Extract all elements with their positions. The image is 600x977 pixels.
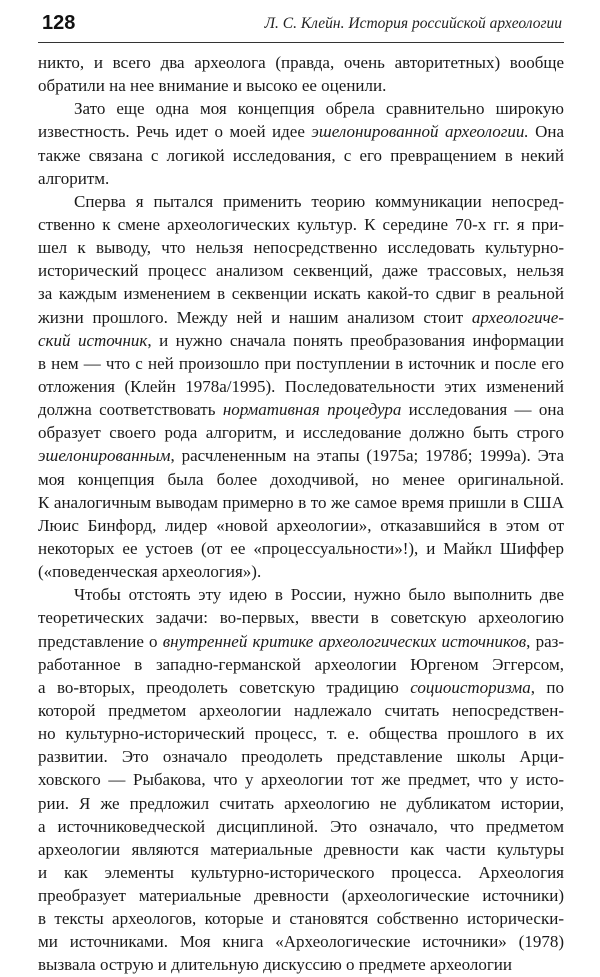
text-line <box>38 444 564 467</box>
text-line: теоретических задачи: во-первых, ввести в советскую археологию <box>38 608 564 628</box>
text-line: работанное в западно-германской археологии Юргеном Эггерсом, <box>38 654 564 674</box>
page-number: 128 <box>42 12 76 34</box>
text-line: развитии. Это означало преодолеть представление школы Арци- <box>38 747 564 767</box>
text-line: обратили на нее внимание и высоко ее оценили. <box>38 76 387 96</box>
text-line: отложения (Клейн 1978а/1995). Последовательности этих изменений <box>38 376 564 396</box>
text-line <box>38 120 564 143</box>
italic-term: ский источник <box>38 330 148 350</box>
text-line: археологии являются материальные древности как части культуры <box>38 839 564 859</box>
text-line: шел к выводу, что нельзя непосредственно исследовать культурно- <box>38 238 564 258</box>
paragraph-communication-theory <box>38 190 564 583</box>
text-line <box>38 630 564 653</box>
text-line: ховского — Рыбакова, что у археологии тот же предмет, что у исто- <box>38 770 564 790</box>
italic-term: социоисторизма <box>410 677 531 697</box>
text-segment: Она <box>528 122 564 142</box>
text-line: ственно к смене археологических культур. К середине 70-х гг. я при- <box>38 214 564 234</box>
text-segment: должна соответствовать <box>38 400 223 420</box>
text-segment: , и нужно сначала понять преобразования информации <box>147 330 564 350</box>
book-page <box>38 0 564 975</box>
text-segment: а во-вторых, преодолеть советскую традицию <box>38 677 411 697</box>
text-line: и как элементы культурно-исторического процесса. Археология <box>38 862 564 882</box>
text-line: К аналогичным выводам примерно в то же самое время пришли в США <box>38 492 564 512</box>
running-head: Л. С. Клейн. История российской археологии <box>264 15 562 32</box>
italic-term: археологиче- <box>471 307 564 327</box>
text-segment: исследования — она <box>401 400 564 420</box>
text-line <box>38 676 564 699</box>
text-line: моя концепция была более доходчивой, но менее оригинальной. <box>38 469 564 489</box>
text-line: образует своего рода алгоритм, и исследование должно быть строго <box>38 423 564 443</box>
text-line: в нем — что с ней произошло при поступлении в источник и после его <box>38 353 564 373</box>
text-line: также связана с логикой исследования, с его превращением в некий <box>38 145 564 165</box>
header-rule <box>38 42 564 43</box>
text-line <box>38 306 564 329</box>
text-line: рии. Я же предложил считать археологию не дубликатом истории, <box>38 793 564 813</box>
paragraph-echeloned-archaeology <box>38 97 564 190</box>
text-line: Чтобы отстоять эту идею в России, нужно было выполнить две <box>74 585 564 605</box>
paragraph-continuation <box>38 51 564 97</box>
text-segment: , по <box>530 677 564 697</box>
italic-term: эшелонированной археологии. <box>311 122 529 142</box>
body-text <box>38 51 564 977</box>
italic-term: внутренней критике археологических источников <box>162 631 527 651</box>
text-line: вызвала острую и длительную дискуссию о предмете археологии <box>38 955 512 975</box>
text-line: в тексты археологов, которые и становятся собственно исторически- <box>38 909 564 929</box>
text-line: никто, и всего два археолога (правда, очень авторитетных) вообще <box>38 53 564 72</box>
text-line: но культурно-исторический процесс, т. е. общества прошлого в их <box>38 724 564 744</box>
text-line: ми источниками. Моя книга «Археологические источники» (1978) <box>38 932 564 952</box>
italic-term: нормативная процедура <box>222 400 402 420</box>
text-line <box>38 329 564 352</box>
text-line: исторический процесс анализом секвенций, даже трассовых, нельзя <box>38 261 564 281</box>
text-segment: представление о <box>38 631 163 651</box>
text-segment: , раз- <box>526 631 564 651</box>
text-segment: известность. Речь идет о моей идее <box>38 122 312 142</box>
text-line: Сперва я пытался применить теорию коммуникации непосред- <box>74 191 564 211</box>
text-line: за каждым изменением в секвенции искать какой-то сдвиг в реальной <box>38 284 564 304</box>
page-header <box>38 0 564 44</box>
text-line <box>38 398 564 421</box>
text-line: а источниковедческой дисциплиной. Это означало, что предметом <box>38 816 564 836</box>
paragraph-source-criticism <box>38 583 564 976</box>
text-line: некоторых ее устоев (от ее «процессуальности»!), и Майкл Шиффер <box>38 538 564 558</box>
text-line: которой предметом археологии надлежало считать непосредствен- <box>38 700 564 720</box>
text-line: преобразует материальные древности (археологические источники) <box>38 886 564 906</box>
italic-term: эшелонированным <box>38 446 171 466</box>
text-segment: жизни прошлого. Между ней и нашим анализом стоит <box>38 307 472 327</box>
text-line: («поведенческая археология»). <box>38 562 262 582</box>
text-segment: , расчлененным на этапы (1975а; 1978б; 1999а). Эта <box>170 446 564 466</box>
text-line: Люис Бинфорд, лидер «новой археологии», отказавшийся в этом от <box>38 515 564 535</box>
text-line: алгоритм. <box>38 168 110 188</box>
text-line: Зато еще одна моя концепция обрела сравнительно широкую <box>74 99 564 119</box>
